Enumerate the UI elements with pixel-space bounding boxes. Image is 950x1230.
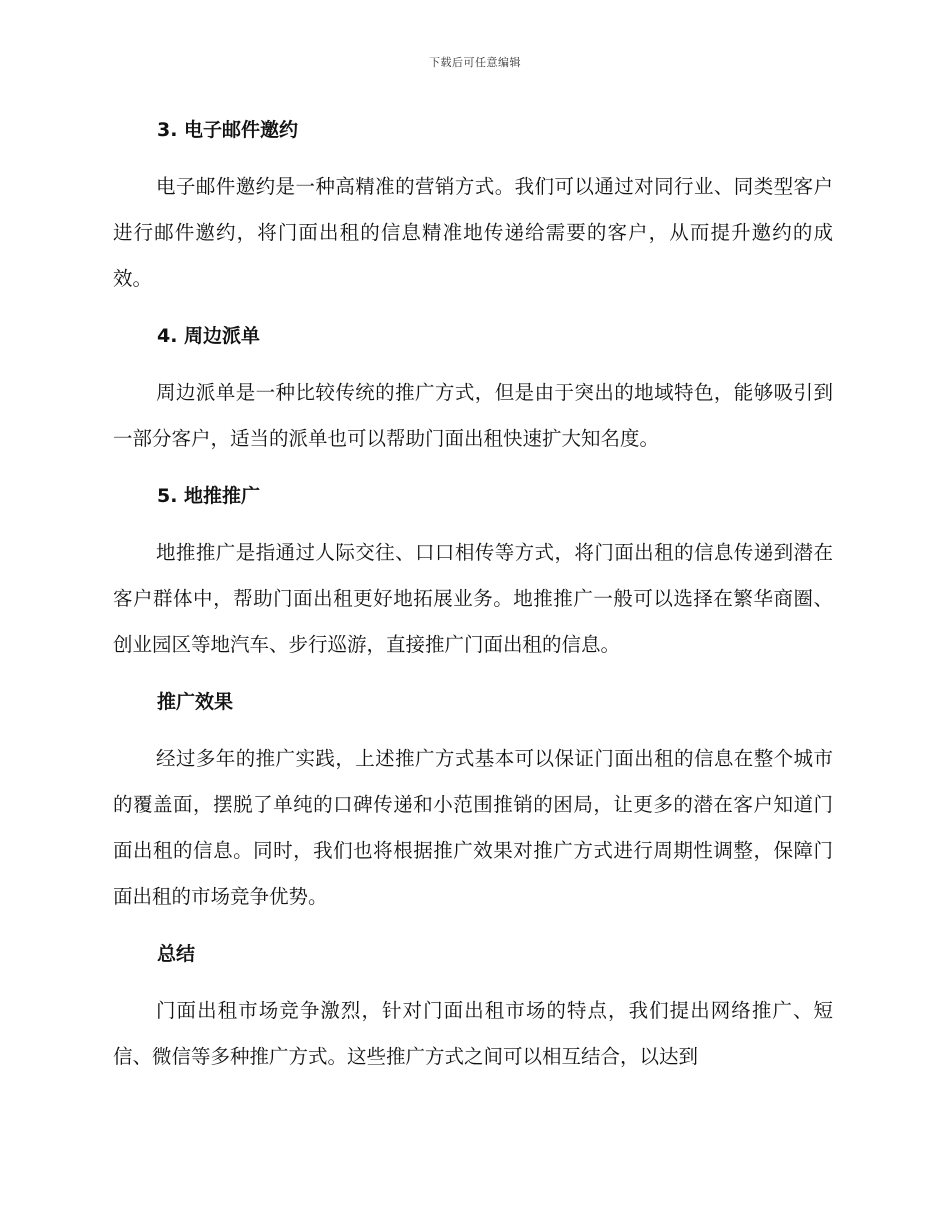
section-heading: 总结	[157, 943, 196, 965]
section-heading: 5. 地推推广	[157, 485, 261, 507]
section-email-invitation	[113, 108, 833, 302]
document-body	[113, 108, 833, 1092]
section-paragraph: 门面出租市场竞争激烈，针对门面出租市场的特点，我们提出网络推广、短信、微信等多种推广方式。这些推广方式之间可以相互结合，以达到	[113, 999, 833, 1068]
section-heading: 4. 周边派单	[157, 325, 261, 347]
section-promotion-results	[113, 680, 833, 920]
section-paragraph: 电子邮件邀约是一种高精准的营销方式。我们可以通过对同行业、同类型客户进行邮件邀约，将门面出租的信息精准地传递给需要的客户，从而提升邀约的成效。	[113, 175, 833, 290]
section-summary	[113, 932, 833, 1080]
section-heading: 推广效果	[157, 691, 234, 713]
section-paragraph: 周边派单是一种比较传统的推广方式，但是由于突出的地域特色，能够吸引到一部分客户，适当的派单也可以帮助门面出租快速扩大知名度。	[113, 381, 833, 450]
section-paragraph: 地推推广是指通过人际交往、口口相传等方式，将门面出租的信息传递到潜在客户群体中，帮助门面出租更好地拓展业务。地推推广一般可以选择在繁华商圈、创业园区等地汽车、步行巡游，直接推广门面出租的信息。	[113, 541, 833, 656]
section-paragraph: 经过多年的推广实践，上述推广方式基本可以保证门面出租的信息在整个城市的覆盖面，摆脱了单纯的口碑传递和小范围推销的困局，让更多的潜在客户知道门面出租的信息。同时，我们也将根据推广效果对推广方式进行周期性调整，保障门面出租的市场竞争优势。	[113, 747, 833, 908]
section-ground-promotion	[113, 474, 833, 668]
section-nearby-flyers	[113, 314, 833, 462]
section-heading: 3. 电子邮件邀约	[157, 119, 299, 141]
page-header: 下载后可任意编辑	[429, 56, 521, 69]
